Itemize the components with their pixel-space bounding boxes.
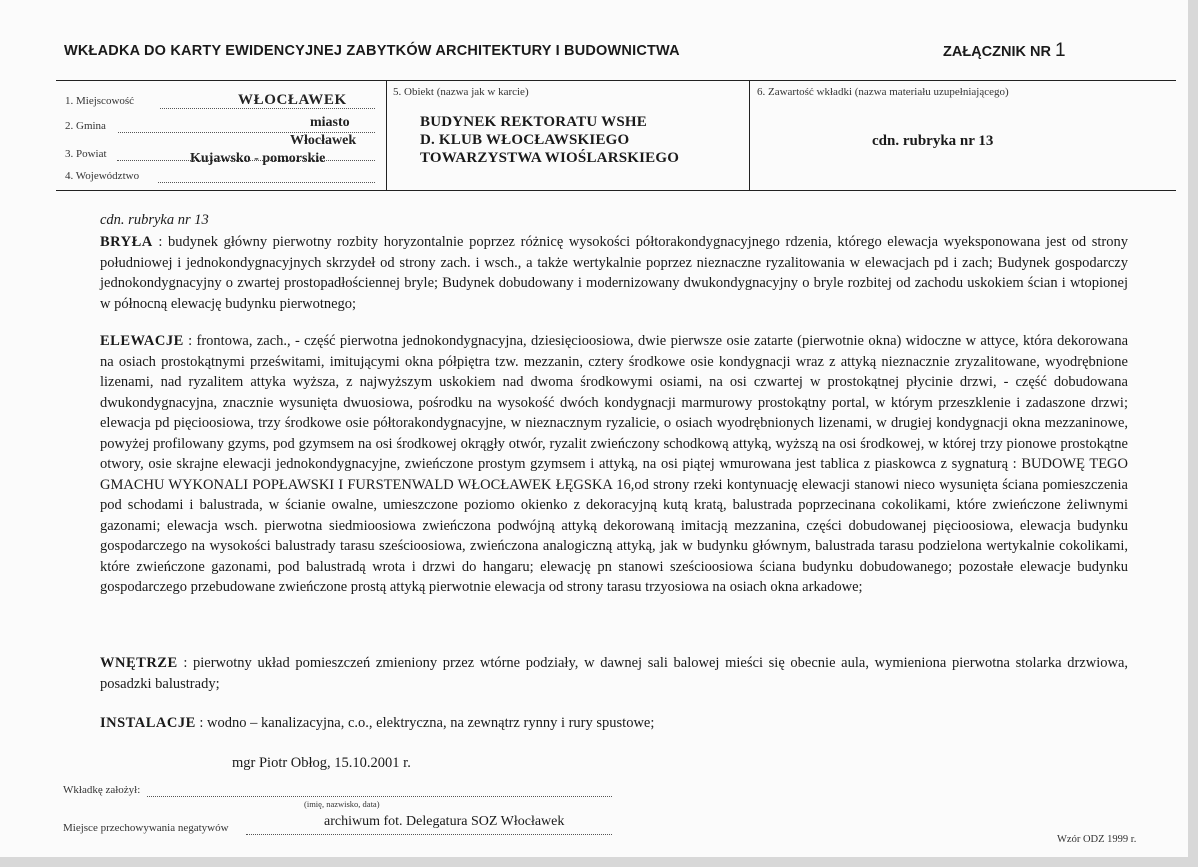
form-number: Wzór ODZ 1999 r. [1057,834,1137,845]
storage-label: Miejsce przechowywania negatywów [63,822,229,834]
header-divider-1 [386,80,387,191]
bryla-section [100,232,1128,314]
instalacje-heading: INSTALACJE [100,715,196,731]
object-name-line-1: BUDYNEK REKTORATU WSHE [420,114,647,130]
header-rule-bottom [56,190,1176,191]
scan-edge-bottom [0,857,1198,867]
object-name [420,113,679,167]
contents-value: cdn. rubryka nr 13 [872,133,994,149]
author-caption: (imię, nazwisko, data) [304,799,380,809]
gmina-value-2: Włocławek [290,133,357,148]
instalacje-text: : wodno – kanalizacyjna, c.o., elektryczna, na zewnątrz rynny i rury spustowe; [199,715,655,731]
signature: mgr Piotr Obłog, 15.10.2001 r. [232,755,411,771]
wnetrze-section [100,653,1128,694]
scan-edge-right [1188,0,1198,867]
attachment-number [943,40,1066,62]
miejscowosc-value: WŁOCŁAWEK [238,92,347,108]
continued-note: cdn. rubryka nr 13 [100,212,209,228]
wojewodztwo-dotted-line [158,182,375,183]
instalacje-section [100,713,1128,734]
object-name-line-3: TOWARZYSTWA WIOŚLARSKIEGO [420,150,680,166]
form-title: WKŁADKA DO KARTY EWIDENCYJNEJ ZABYTKÓW ARCHITEKTURY I BUDOWNICTWA [64,43,680,59]
attachment-label: ZAŁĄCZNIK NR [943,44,1051,60]
contents-label: 6. Zawartość wkładki (nazwa materiału uzupełniającego) [757,86,1009,98]
author-dotted-line [147,796,612,797]
powiat-value: Kujawsko - pomorskie [190,151,326,166]
elewacje-section [100,331,1128,598]
gmina-label: 2. Gmina [65,120,106,132]
elewacje-text: : frontowa, zach., - część pierwotna jednokondygnacyjna, dziesięcioosiowa, dwie pierwsze osie zatarte (pierwotnie okna) widoczne w attyce, która dekorowana na osiach prostokątnymi prześwitami, imitującymi okna półpiętra tzw. mezzanin, cztery środkowe osie kondygnacji wraz z attyką nieznacznie zryzalitowane, wyodrębnione lizenami, nad ryzalitem attyka wyższa, z najwyższym uskokiem nad dwoma środkowymi osiami, na osi czwartej w prostokątnej płycinie drzwi, - część dobudowana dwukondygnacyjna, znacznie wysunięta dwuosiowa, pośrodku na wysokość dwóch kondygnacji marmurowy prostokątny portal, w którym przeszklenie i zadaszone drzwi; elewacja pd pięcioosiowa, trzy środkowe osie półtorakondygnacyjne, w nieznacznym ryzalicie, o osiach wyodrębnionych lizenami, w drugiej kondygnacji okna mezzaninowe, powyżej profilowany gzyms, pod gzymsem na osi środkowej okrągły otwór, ryzalit zwieńczony schodkową attyką, wyższą na osi środkowej, w której trzy pionowe prostokątne otwory, osie skrajne elewacji jednokondygnacyjne, zwieńczone prostym gzymsem i attyką, na osi piątej wmurowana jest tablica z piaskowca z sygnaturą : BUDOWĘ TEGO GMACHU WYKONALI POPŁAWSKI I FURSTENWALD WŁOCŁAWEK ŁĘGSKA 16,od strony rzeki kontynuację elewacji stanowi nieco wysunięta ściana pomieszczenia pod schodami i balustrada, w ścianie owalne, umieszczone poziomo okienko z dekoracyjną kutą kratą, balustrada poprzecinana cokolikami, które zwieńczone żeliwnymi gazonami; elewacja wsch. pierwotna siedmioosiowa zwieńczona podwójną attyką dekorowaną imitacją mezzanina, części dobudowanej pięcioosiowa, elewacja budynku gospodarczego na wysokości balustrady tarasu sześcioosiowa, zwieńczona analogiczną attyką, jak w budynku głównym, balustrada tarasu podzielona wertykalnie cokolikami, które zwieńczone gazonami, pod balustradą wrota i drzwi do hangaru; elewację pn stanowi sześcioosiowa ściana budynku dobudowanego; pozostałe elewacje budynku gospodarczego przebudowane zwieńczone prostą attyką pierwotnie elewacja od strony tarasu trzyosiowa na osiach okna arkadowe; [100,333,1128,595]
object-name-line-2: D. KLUB WŁOCŁAWSKIEGO [420,132,630,148]
attachment-number-value: 1 [1054,40,1066,61]
wojewodztwo-label: 4. Województwo [65,170,140,182]
gmina-value-1: miasto [310,115,350,130]
elewacje-heading: ELEWACJE [100,333,184,349]
wnetrze-text: : pierwotny układ pomieszczeń zmieniony przez wtórne podziały, w dawnej sali balowej mieści się obecnie aula, wymieniona pierwotna stolarka drzwiowa, posadzki balustrady; [100,655,1128,692]
bryla-text: : budynek główny pierwotny rozbity horyzontalnie poprzez różnicę wysokości półtorakondygnacyjnego rdzenia, którego elewacja wyeksponowana jest od strony południowej i jednokondygnacyjnych skrzydeł od strony zach. i wsch., a także wertykalnie poprzez nieznaczne ryzalitowania w elewacjach pd i zach; Budynek gospodarczy jednokondygnacyjny o zwartej prostopadłościennej bryle; Budynek dobudowany i modernizowany dwukondygnacyjny o bryle rozbitej od zachodu uskokiem ścian i wtopionej w północną elewację budynku pierwotnego; [100,234,1128,312]
author-label: Wkładkę założył: [63,784,141,796]
storage-value: archiwum fot. Delegatura SOZ Włocławek [324,814,565,829]
wnetrze-heading: WNĘTRZE [100,655,178,671]
bryla-heading: BRYŁA [100,234,153,250]
header-divider-2 [749,80,750,191]
powiat-label: 3. Powiat [65,148,107,160]
header-rule-top [56,80,1176,81]
storage-dotted-line [246,834,612,835]
object-label: 5. Obiekt (nazwa jak w karcie) [393,86,529,98]
miejscowosc-label: 1. Miejscowość [65,95,135,107]
